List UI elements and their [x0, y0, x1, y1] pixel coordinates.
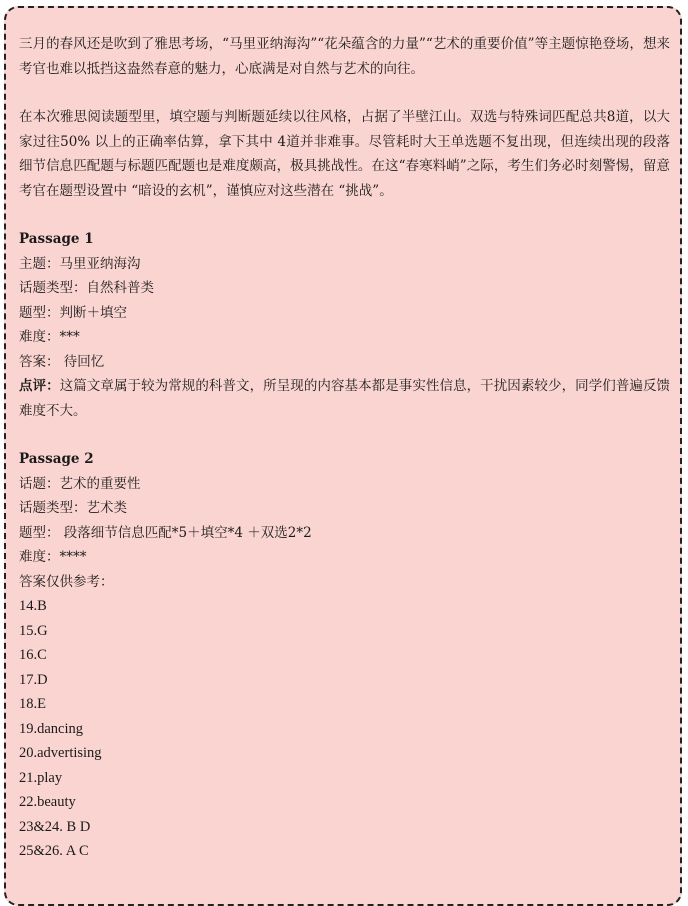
answer-item: 20.advertising: [19, 745, 102, 761]
spacer: [19, 423, 670, 447]
answer-item: 14.B: [19, 598, 47, 614]
answer-item: 22.beauty: [19, 794, 76, 810]
answer-item: 19.dancing: [19, 720, 84, 737]
answer-item: 18.E: [19, 696, 46, 712]
passage-2-heading: Passage 2: [19, 451, 94, 467]
answer-item: 21.play: [19, 769, 63, 786]
comment-label: 点评：: [19, 378, 60, 394]
passage-2-section: [19, 447, 670, 864]
passage-2-topic: 话题：艺术的重要性: [19, 475, 141, 492]
passage-2-question-type: 题型： 段落细节信息匹配*5＋填空*4 ＋双选2*2: [19, 524, 312, 541]
spacer: [19, 203, 670, 227]
passage-1-answer: 答案： 待回忆: [19, 353, 105, 370]
passage-2-topic-type: 话题类型：艺术类: [19, 500, 127, 516]
passage-1-topic-type: 话题类型：自然科普类: [19, 280, 154, 296]
answer-item: 17.D: [19, 671, 48, 688]
comment-text: 这篇文章属于较为常规的科普文，所呈现的内容基本都是事实性信息，干扰因素较少，同学们普遍反馈难度不大。: [19, 378, 671, 419]
answer-item: 16.C: [19, 647, 47, 663]
passage-1-question-type: 题型：判断＋填空: [19, 304, 127, 321]
answer-item: 15.G: [19, 622, 48, 639]
answer-item: 23&24. B D: [19, 818, 91, 835]
passage-2-difficulty: 难度：****: [19, 549, 87, 565]
passage-1-section: [19, 227, 670, 423]
answer-item: 25&26. A C: [19, 843, 89, 859]
spacer: [19, 81, 670, 105]
intro-paragraph-1: 三月的春风还是吹到了雅思考场，“马里亚纳海沟”“花朵蕴含的力量”“艺术的重要价值”等主题惊艳登场，想来考官也难以抵挡这盎然春意的魅力，心底满是对自然与艺术的向往。: [19, 36, 670, 77]
passage-1-difficulty: 难度：***: [19, 329, 80, 345]
passage-1-heading: Passage 1: [19, 231, 94, 247]
passage-1-topic: 主题：马里亚纳海沟: [19, 255, 141, 272]
passage-2-answer-note: 答案仅供参考：: [19, 573, 114, 590]
passage-1-comment: [19, 374, 670, 423]
answer-list: [19, 594, 670, 864]
article-box: [4, 6, 682, 906]
intro-paragraph-2: 在本次雅思阅读题型里，填空题与判断题延续以往风格，占据了半壁江山。双选与特殊词匹配总共8道，以大家过往50% 以上的正确率估算，拿下其中 4道并非难事。尽管耗时大王单选题不复出现，但连续出现的段落细节信息匹配题与标题匹配题也是难度颇高，极具挑战性。在这“春寒料峭”之际，考生们务必时刻警惕，留意考官在题型设置中 “暗设的玄机”，谨慎应对这些潜在 “挑战”。: [19, 109, 670, 199]
